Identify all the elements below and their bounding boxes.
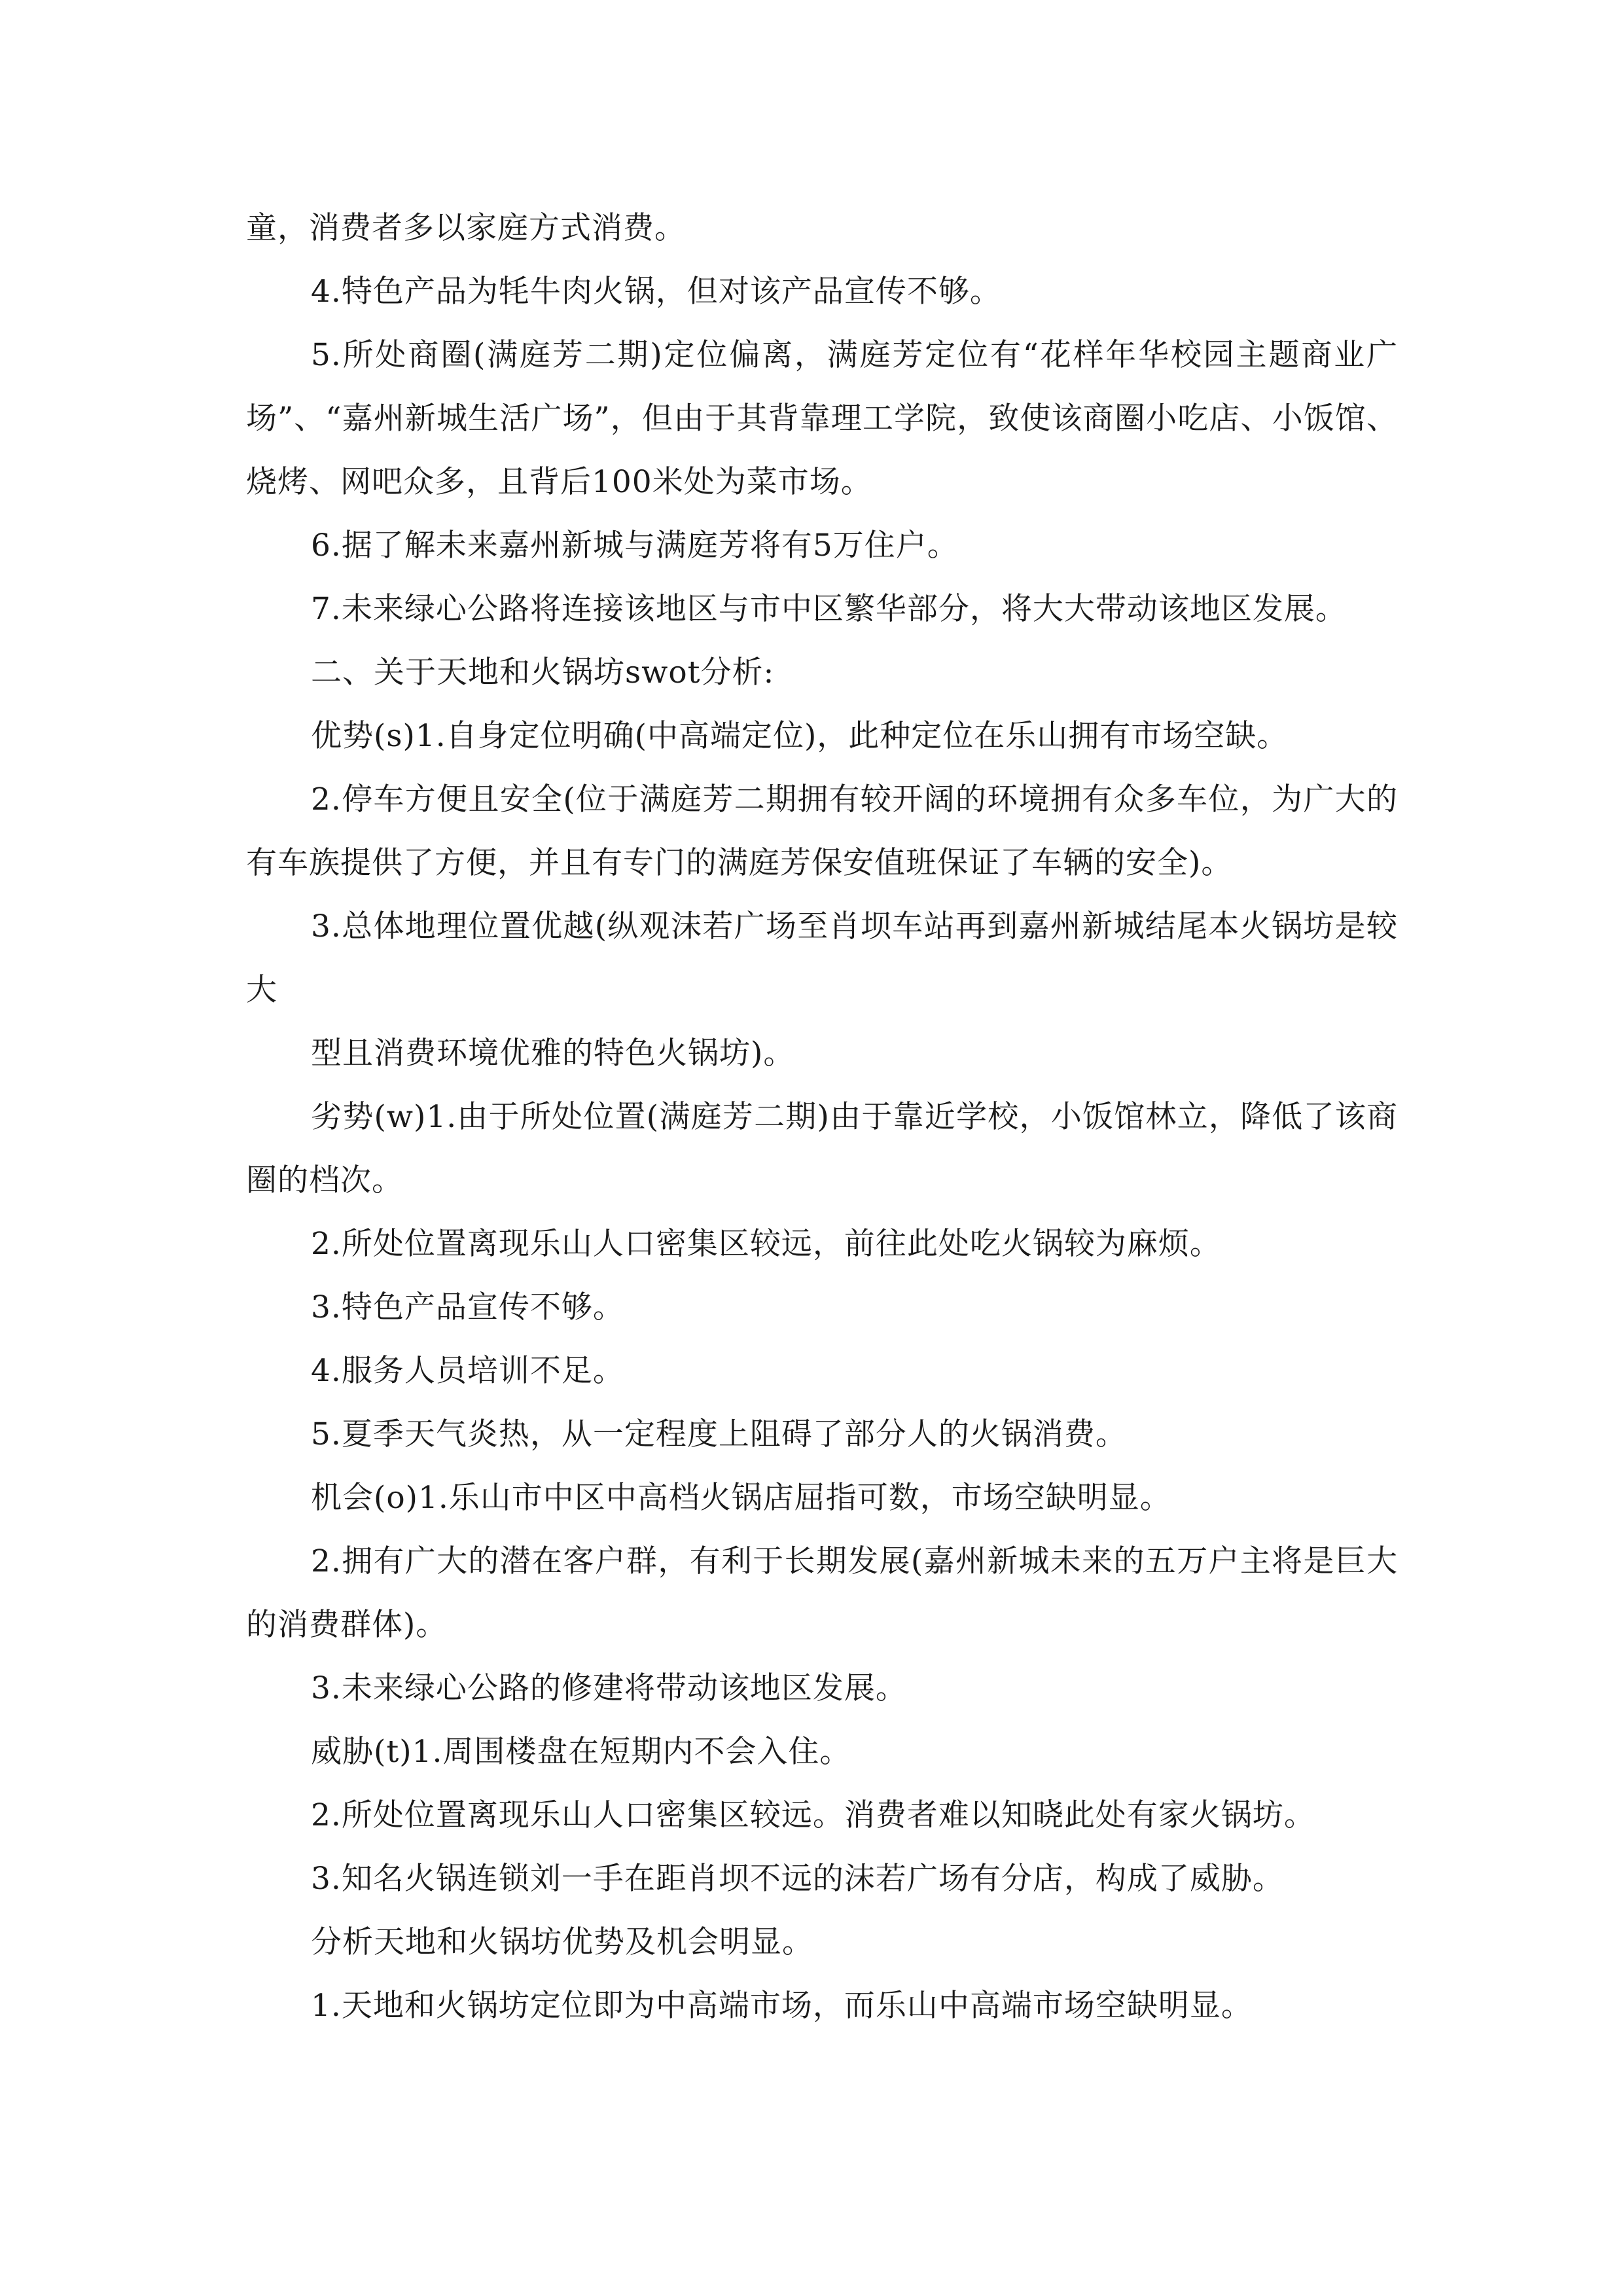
paragraph: 4.特色产品为牦牛肉火锅，但对该产品宣传不够。 — [311, 274, 1001, 310]
paragraph: 4.服务人员培训不足。 — [311, 1353, 624, 1389]
paragraph: 威胁(t)1.周围楼盘在短期内不会入住。 — [311, 1734, 851, 1770]
paragraph: 劣势(w)1.由于所处位置(满庭芳二期)由于靠近学校，小饭馆林立，降低了该商圈的档次。 — [246, 1099, 1398, 1198]
paragraph: 2.所处位置离现乐山人口密集区较远，前往此处吃火锅较为麻烦。 — [311, 1226, 1221, 1262]
paragraph: 分析天地和火锅坊优势及机会明显。 — [311, 1924, 813, 1960]
paragraph: 童，消费者多以家庭方式消费。 — [246, 210, 686, 246]
section-heading: 二、关于天地和火锅坊swot分析: — [311, 655, 775, 691]
paragraph: 机会(o)1.乐山市中区中高档火锅店屈指可数，市场空缺明显。 — [311, 1480, 1171, 1516]
paragraph: 优势(s)1.自身定位明确(中高端定位)，此种定位在乐山拥有市场空缺。 — [311, 718, 1289, 754]
paragraph: 3.特色产品宣传不够。 — [311, 1289, 624, 1325]
paragraph: 7.未来绿心公路将连接该地区与市中区繁华部分，将大大带动该地区发展。 — [311, 591, 1347, 627]
paragraph: 2.所处位置离现乐山人口密集区较远。消费者难以知晓此处有家火锅坊。 — [311, 1797, 1315, 1833]
paragraph: 3.总体地理位置优越(纵观沫若广场至肖坝车站再到嘉州新城结尾本火锅坊是较大 — [246, 908, 1398, 1008]
paragraph: 2.拥有广大的潜在客户群，有利于长期发展(嘉州新城未来的五万户主将是巨大的消费群体)。 — [246, 1543, 1398, 1643]
paragraph: 3.知名火锅连锁刘一手在距肖坝不远的沫若广场有分店，构成了威胁。 — [311, 1861, 1284, 1897]
paragraph: 5.夏季天气炎热，从一定程度上阻碍了部分人的火锅消费。 — [311, 1416, 1127, 1452]
paragraph: 5.所处商圈(满庭芳二期)定位偏离，满庭芳定位有“花样年华校园主题商业广场”、“嘉州新城生活广场”，但由于其背靠理工学院，致使该商圈小吃店、小饭馆、烧烤、网吧众多，且背后100米处为菜市场。 — [246, 337, 1398, 500]
paragraph: 6.据了解未来嘉州新城与满庭芳将有5万住户。 — [311, 528, 959, 564]
paragraph: 3.未来绿心公路的修建将带动该地区发展。 — [311, 1670, 907, 1706]
paragraph: 1.天地和火锅坊定位即为中高端市场，而乐山中高端市场空缺明显。 — [311, 1988, 1253, 2024]
paragraph: 2.停车方便且安全(位于满庭芳二期拥有较开阔的环境拥有众多车位，为广大的有车族提供了方便，并且有专门的满庭芳保安值班保证了车辆的安全)。 — [246, 781, 1398, 881]
document-body — [246, 196, 1398, 2037]
paragraph: 型且消费环境优雅的特色火锅坊)。 — [311, 1035, 795, 1071]
